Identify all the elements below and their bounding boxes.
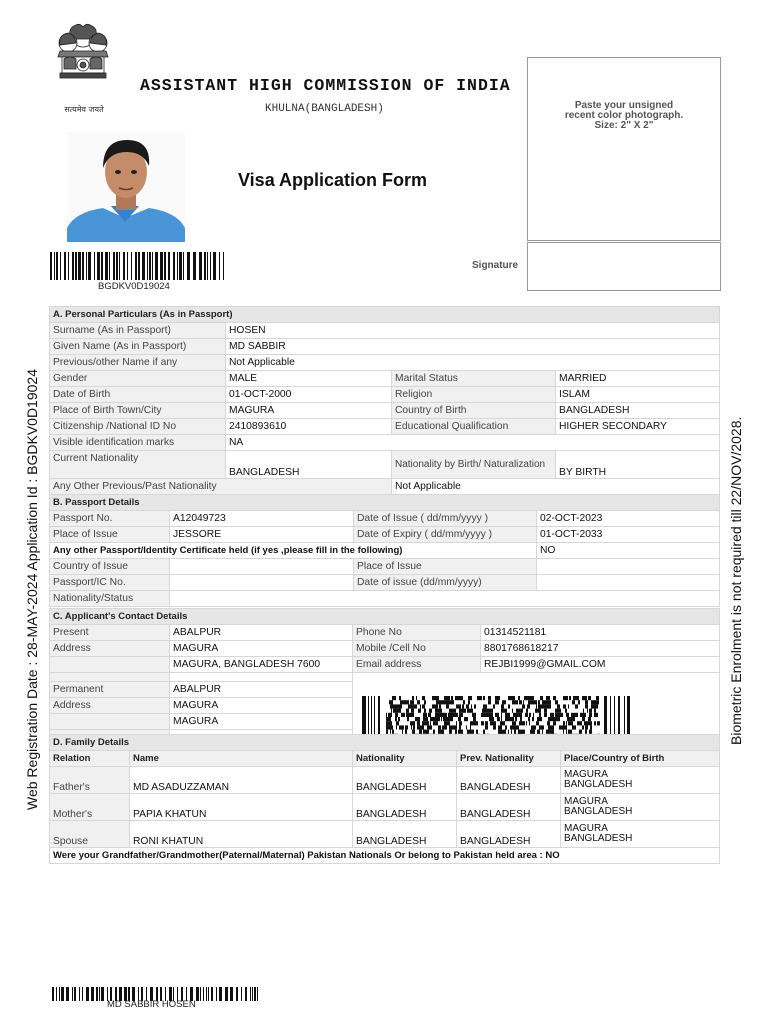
passport-details-table	[49, 494, 720, 607]
dob-value: 01-OCT-2000	[226, 387, 392, 403]
field-label: Current Nationality	[50, 451, 226, 479]
previous-name-value: Not Applicable	[226, 355, 720, 371]
other-nationality-value: Not Applicable	[392, 479, 720, 495]
birth-place: MAGURA	[564, 823, 608, 834]
spacer-cell	[170, 673, 353, 682]
religion-value: ISLAM	[556, 387, 720, 403]
field-label: Permanent	[50, 682, 170, 698]
section-c-title: C. Applicant's Contact Details	[50, 609, 720, 625]
birth-place-cell	[561, 767, 720, 794]
birth-place-cell	[561, 794, 720, 821]
field-label: Visible identification marks	[50, 435, 226, 451]
name-barcode-label: MD SABBIR HOSEN	[107, 999, 196, 1010]
field-label: Place of Birth Town/City	[50, 403, 226, 419]
table-row	[50, 767, 720, 794]
given-name-value: MD SABBIR	[226, 339, 720, 355]
field-label: Place of Issue	[354, 559, 537, 575]
column-header: Relation	[50, 751, 130, 767]
mobile-value: 8801768618217	[481, 641, 720, 657]
field-label: Date of Birth	[50, 387, 226, 403]
agency-title: ASSISTANT HIGH COMMISSION OF INDIA	[140, 76, 511, 95]
name-cell: PAPIA KHATUN	[130, 794, 353, 821]
photo-box-line: Paste your unsigned	[574, 100, 674, 111]
present-address-line1: ABALPUR	[170, 625, 353, 641]
birth-place: MAGURA	[564, 796, 608, 807]
photo-paste-box	[527, 57, 721, 241]
field-label: Address	[50, 641, 170, 657]
column-header: Nationality	[353, 751, 457, 767]
field-label: Given Name (As in Passport)	[50, 339, 226, 355]
field-label: Passport/IC No.	[50, 575, 170, 591]
national-id-value: 2410893610	[226, 419, 392, 435]
date-of-issue-value: 02-OCT-2023	[537, 511, 720, 527]
field-label: Nationality/Status	[50, 591, 170, 607]
permanent-address-line3: MAGURA	[170, 714, 353, 730]
table-row	[50, 821, 720, 848]
nationality-cell: BANGLADESH	[353, 794, 457, 821]
field-label: Mobile /Cell No	[353, 641, 481, 657]
application-barcode-label: BGDKV0D19024	[98, 281, 170, 292]
field-label: Present	[50, 625, 170, 641]
date-of-expiry-value: 01-OCT-2033	[537, 527, 720, 543]
form-title: Visa Application Form	[238, 170, 428, 190]
passport-no-value: A12049723	[170, 511, 354, 527]
signature-box	[527, 242, 721, 291]
field-label: Date of Issue ( dd/mm/yyyy )	[354, 511, 537, 527]
nationality-cell: BANGLADESH	[353, 821, 457, 848]
present-address-line3: MAGURA, BANGLADESH 7600	[170, 657, 353, 673]
field-label: Marital Status	[392, 371, 556, 387]
education-value: HIGHER SECONDARY	[556, 419, 720, 435]
field-label: Date of Expiry ( dd/mm/yyyy )	[354, 527, 537, 543]
marital-status-value: MARRIED	[556, 371, 720, 387]
permanent-address-line1: ABALPUR	[170, 682, 353, 698]
field-label: Country of Birth	[392, 403, 556, 419]
field-label: Previous/other Name if any	[50, 355, 226, 371]
present-address-line2: MAGURA	[170, 641, 353, 657]
place-of-issue-value: JESSORE	[170, 527, 354, 543]
other-passport-question: Any other Passport/Identity Certificate held (if yes ,please fill in the following)	[50, 543, 537, 559]
photo-box-line: recent color photograph.	[564, 110, 684, 121]
section-d-title: D. Family Details	[50, 735, 720, 751]
field-label: Gender	[50, 371, 226, 387]
field-label	[50, 714, 170, 730]
empty-cell	[537, 559, 720, 575]
agency-location: KHULNA(BANGLADESH)	[265, 103, 384, 115]
field-label: Religion	[392, 387, 556, 403]
relation-cell: Spouse	[50, 821, 130, 848]
field-label: Country of Issue	[50, 559, 170, 575]
field-label: Nationality by Birth/ Naturalization	[392, 451, 556, 479]
other-passport-value: NO	[537, 543, 720, 559]
permanent-address-line2: MAGURA	[170, 698, 353, 714]
field-label	[50, 657, 170, 673]
prev-nationality-cell: BANGLADESH	[457, 767, 561, 794]
name-cell: MD ASADUZZAMAN	[130, 767, 353, 794]
prev-nationality-cell: BANGLADESH	[457, 821, 561, 848]
name-cell: RONI KHATUN	[130, 821, 353, 848]
surname-value: HOSEN	[226, 323, 720, 339]
relation-cell: Father's	[50, 767, 130, 794]
column-header: Name	[130, 751, 353, 767]
current-nationality-value: BANGLADESH	[226, 451, 392, 479]
field-label: Passport No.	[50, 511, 170, 527]
field-label: Phone No	[353, 625, 481, 641]
field-label: Address	[50, 698, 170, 714]
nationality-by-value: BY BIRTH	[556, 451, 720, 479]
field-label: Place of Issue	[50, 527, 170, 543]
empty-cell	[170, 591, 720, 607]
column-header: Prev. Nationality	[457, 751, 561, 767]
birth-country: BANGLADESH	[564, 806, 633, 817]
birth-place-cell	[561, 821, 720, 848]
column-header: Place/Country of Birth	[561, 751, 720, 767]
table-row	[50, 794, 720, 821]
empty-cell	[170, 575, 354, 591]
empty-cell	[537, 575, 720, 591]
birth-country: BANGLADESH	[564, 779, 633, 790]
emblem-motto: सत्यमेव जयते	[64, 105, 104, 114]
section-a-title: A. Personal Particulars (As in Passport)	[50, 307, 720, 323]
phone-value: 01314521181	[481, 625, 720, 641]
gender-value: MALE	[226, 371, 392, 387]
pakistan-question: Were your Grandfather/Grandmother(Paternal/Maternal) Pakistan Nationals Or belong to Pakistan held area : NO	[50, 848, 720, 864]
side-biometric-text: Biometric Enrolment is not required till 22/NOV/2028.	[728, 416, 744, 745]
spacer-cell	[50, 673, 170, 682]
field-label: Date of issue (dd/mm/yyyy)	[354, 575, 537, 591]
place-of-birth-value: MAGURA	[226, 403, 392, 419]
pdf417-barcode	[362, 696, 630, 738]
section-b-title: B. Passport Details	[50, 495, 720, 511]
photo-box-line: Size: 2" X 2"	[594, 120, 654, 131]
field-label: Surname (As in Passport)	[50, 323, 226, 339]
field-label: Educational Qualification	[392, 419, 556, 435]
application-barcode	[50, 252, 224, 280]
applicant-photo	[67, 132, 185, 242]
relation-cell: Mother's	[50, 794, 130, 821]
prev-nationality-cell: BANGLADESH	[457, 794, 561, 821]
email-value: REJBI1999@GMAIL.COM	[481, 657, 720, 673]
birth-country: BANGLADESH	[564, 833, 633, 844]
family-details-table	[49, 734, 720, 864]
identification-marks-value: NA	[226, 435, 720, 451]
personal-particulars-table	[49, 306, 720, 495]
empty-cell	[170, 559, 354, 575]
birth-place: MAGURA	[564, 769, 608, 780]
nationality-cell: BANGLADESH	[353, 767, 457, 794]
field-label: Email address	[353, 657, 481, 673]
signature-label: Signature	[472, 260, 519, 271]
field-label: Any Other Previous/Past Nationality	[50, 479, 392, 495]
field-label: Citizenship /National ID No	[50, 419, 226, 435]
country-of-birth-value: BANGLADESH	[556, 403, 720, 419]
side-registration-text: Web Registration Date : 28-MAY-2024 Application Id : BGDKV0D19024	[24, 369, 40, 810]
